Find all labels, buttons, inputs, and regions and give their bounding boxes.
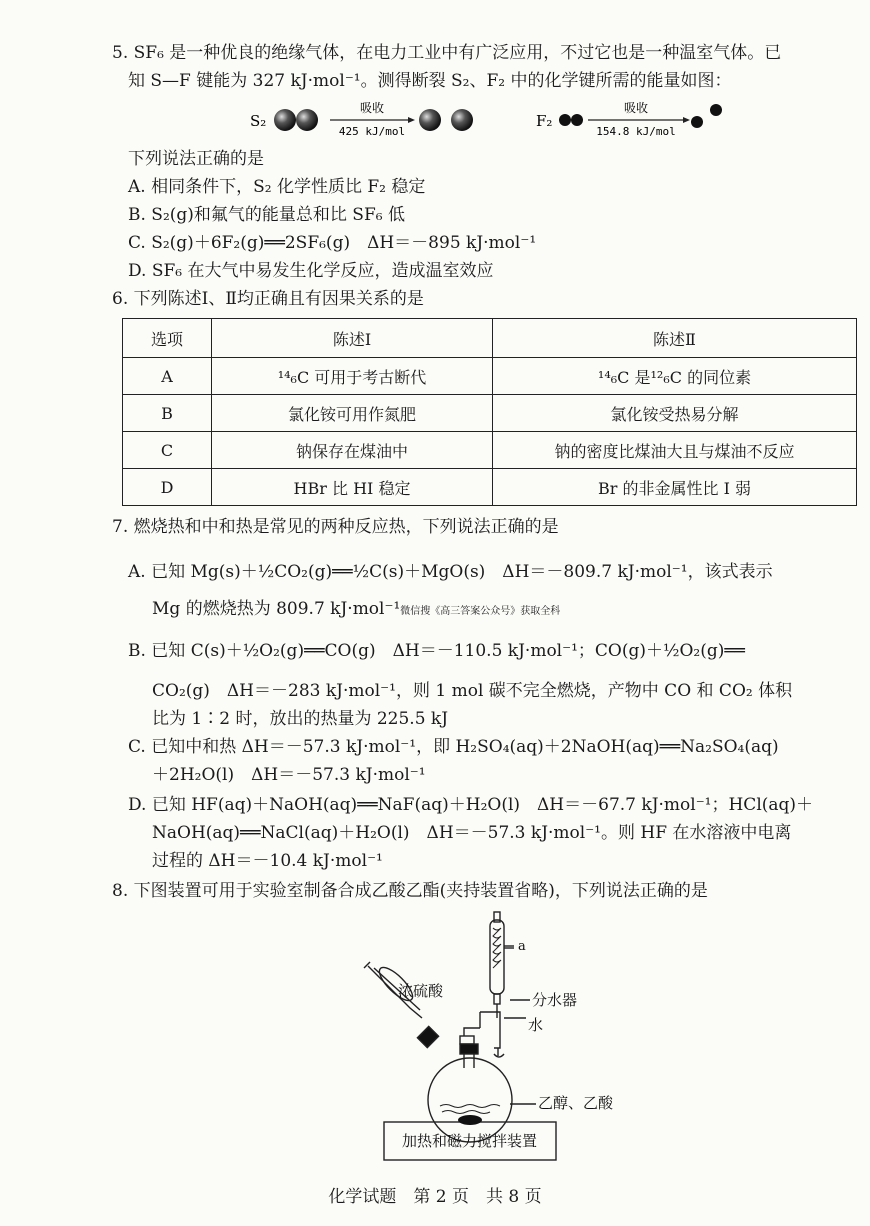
table-cell: 氯化铵受热易分解 <box>493 395 857 432</box>
q7-option-c-line1: C. 已知中和热 ΔH＝－57.3 kJ·mol⁻¹，即 H₂SO₄(aq)＋2NaOH(aq)══Na₂SO₄(aq) <box>128 737 779 757</box>
table-row <box>123 432 857 469</box>
table-cell: 钠保存在煤油中 <box>212 432 493 469</box>
s2-arrow-bottom: 425 kJ/mol <box>338 125 406 138</box>
f2-arrow-bottom: 154.8 kJ/mol <box>596 125 676 138</box>
f-atom <box>559 114 571 126</box>
q5-line2: 知 S—F 键能为 327 kJ·mol⁻¹。测得断裂 S₂、F₂ 中的化学键所需的能量如图： <box>128 71 732 91</box>
table-header: 陈述Ⅰ <box>212 319 493 358</box>
table-header-row <box>123 319 857 358</box>
q7-option-b-line2: CO₂(g) ΔH＝－283 kJ·mol⁻¹，则 1 mol 碳不完全燃烧，产物中 CO 和 CO₂ 体积 <box>152 681 793 701</box>
q5-line1: 5. SF₆ 是一种优良的绝缘气体，在电力工业中有广泛应用，不过它也是一种温室气体。已 <box>112 43 782 63</box>
table-cell: B <box>123 395 212 432</box>
table-cell: 钠的密度比煤油大且与煤油不反应 <box>493 432 857 469</box>
f-atom <box>710 104 722 116</box>
q5-option-d: D. SF₆ 在大气中易发生化学反应，造成温室效应 <box>128 261 494 281</box>
q7-option-c-line2: ＋2H₂O(l) ΔH＝－57.3 kJ·mol⁻¹ <box>152 765 426 785</box>
round-bottom-flask <box>428 1058 512 1142</box>
q5-stem: 下列说法正确的是 <box>128 149 264 169</box>
table-row <box>123 469 857 506</box>
q7-option-a-line2: Mg 的燃烧热为 809.7 kJ·mol⁻¹ <box>152 599 401 619</box>
q5-option-a: A. 相同条件下，S₂ 化学性质比 F₂ 稳定 <box>128 177 426 197</box>
q6-stem: 6. 下列陈述Ⅰ、Ⅱ均正确且有因果关系的是 <box>112 289 424 309</box>
table-header: 选项 <box>123 319 212 358</box>
label-heater: 加热和磁力搅拌装置 <box>402 1132 538 1150</box>
f2-arrow-top: 吸收 <box>623 101 649 115</box>
f2-label: F₂ <box>536 112 553 130</box>
q8-stem: 8. 下图装置可用于实验室制备合成乙酸乙酯(夹持装置省略)，下列说法正确的是 <box>112 881 708 901</box>
table-cell: 氯化铵可用作氮肥 <box>212 395 493 432</box>
q6-table <box>122 318 857 506</box>
table-cell: D <box>123 469 212 506</box>
s-atom <box>419 109 441 131</box>
table-cell: A <box>123 358 212 395</box>
label-a: a <box>518 939 526 954</box>
f-atom <box>571 114 583 126</box>
q7-option-b-line3: 比为 1∶2 时，放出的热量为 225.5 kJ <box>152 709 449 729</box>
table-cell: C <box>123 432 212 469</box>
table-row <box>123 395 857 432</box>
table-header: 陈述Ⅱ <box>493 319 857 358</box>
q5-option-c: C. S₂(g)＋6F₂(g)══2SF₆(g) ΔH＝－895 kJ·mol⁻¹ <box>128 233 537 253</box>
table-cell: HBr 比 HI 稳定 <box>212 469 493 506</box>
label-acid: 浓硫酸 <box>398 982 444 1000</box>
stir-bar <box>458 1115 482 1125</box>
table-cell: Br 的非金属性比 I 弱 <box>493 469 857 506</box>
s-atom <box>451 109 473 131</box>
label-reagents: 乙醇、乙酸 <box>538 1094 614 1112</box>
s-atom <box>274 109 296 131</box>
label-water: 水 <box>528 1016 544 1034</box>
q7-option-d-line3: 过程的 ΔH＝－10.4 kJ·mol⁻¹ <box>152 851 383 871</box>
q7-option-a-line1: A. 已知 Mg(s)＋½CO₂(g)══½C(s)＋MgO(s) ΔH＝－809.7 kJ·mol⁻¹，该式表示 <box>128 562 773 582</box>
q5-option-b: B. S₂(g)和氟气的能量总和比 SF₆ 低 <box>128 205 405 225</box>
q7-option-d-line2: NaOH(aq)══NaCl(aq)＋H₂O(l) ΔH＝－57.3 kJ·mol⁻¹。则 HF 在水溶液中电离 <box>152 823 792 843</box>
label-separator: 分水器 <box>532 991 578 1009</box>
f-atom <box>691 116 703 128</box>
watermark: 微信搜《高三答案公众号》获取全科 <box>400 606 561 617</box>
s2-label: S₂ <box>250 112 267 130</box>
s-atom <box>296 109 318 131</box>
page-footer: 化学试题 第 2 页 共 8 页 <box>328 1187 542 1207</box>
table-cell: ¹⁴₆C 是¹²₆C 的同位素 <box>493 358 857 395</box>
bond-energy-diagram <box>0 98 870 144</box>
table-cell: ¹⁴₆C 可用于考古断代 <box>212 358 493 395</box>
condenser <box>490 920 504 994</box>
s2-arrow-top: 吸收 <box>359 101 385 115</box>
q7-option-b-line1: B. 已知 C(s)＋½O₂(g)══CO(g) ΔH＝－110.5 kJ·mol⁻¹；CO(g)＋½O₂(g)══ <box>128 641 745 661</box>
table-row <box>123 358 857 395</box>
q7-option-d-line1: D. 已知 HF(aq)＋NaOH(aq)══NaF(aq)＋H₂O(l) ΔH＝－67.7 kJ·mol⁻¹；HCl(aq)＋ <box>128 795 814 815</box>
apparatus-diagram <box>360 908 640 1166</box>
q7-stem: 7. 燃烧热和中和热是常见的两种反应热，下列说法正确的是 <box>112 517 559 537</box>
